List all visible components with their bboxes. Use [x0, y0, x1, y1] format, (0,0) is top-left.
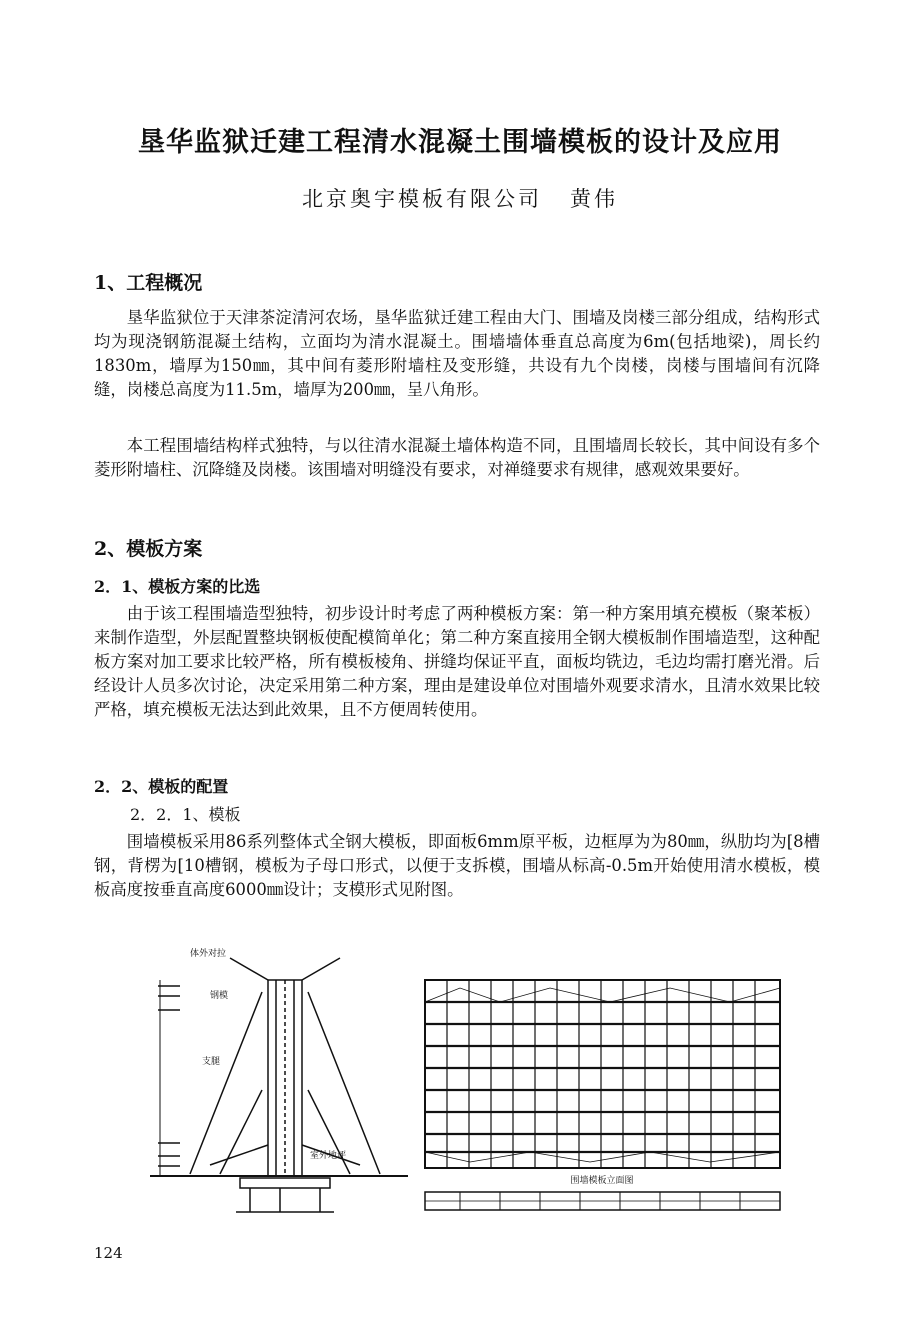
document-title: 垦华监狱迁建工程清水混凝土围墙模板的设计及应用 [138, 127, 782, 158]
formwork-figure [150, 940, 800, 1225]
elevation-caption: 围墙模板立面图 [570, 1176, 634, 1186]
elevation-grid-horizontals [425, 1002, 780, 1152]
section-heading-formwork-plan: 2、模板方案 [94, 538, 203, 560]
paragraph-formwork: 围墙模板采用86系列整体式全钢大模板，即面板6mm原平板，边框厚为为80㎜，纵肋均为[8槽钢，背楞为[10槽钢，模板为子母口形式，以便于支拆模，围墙从标高-0.5m开始使用清水模板，模板高度按垂直高度6000㎜设计；支模形式见附图。 [94, 832, 820, 899]
label-tie-rod: 体外对拉 [190, 949, 227, 959]
section-heading-overview: 1、工程概况 [94, 272, 203, 294]
paragraph-overview-2: 本工程围墙结构样式独特，与以往清水混凝土墙体构造不同，且围墙周长较长，其中间设有多个菱形附墙柱、沉降缝及岗楼。该围墙对明缝没有要求，对禅缝要求有规律，感观效果要好。 [94, 436, 820, 479]
company-name: 北京奥宇模板有限公司 [302, 187, 542, 211]
subsubsection-heading-formwork: 2．2．1、模板 [130, 805, 241, 824]
paragraph-comparison: 由于该工程围墙造型独特，初步设计时考虑了两种模板方案：第一种方案用填充模板（聚苯板）来制作造型，外层配置整块钢板使配模简单化；第二种方案直接用全钢大模板制作围墙造型，这种配板方案对加工要求比较严格，所有模板棱角、拼缝均保证平直，面板均铣边，毛边均需打磨光滑。后经设计人员多次讨论，决定采用第二种方案，理由是建设单位对围墙外观要求清水，且清水效果比较严格，填充模板无法达到此效果，且不方便周转使用。 [94, 604, 820, 719]
elevation-grid-verticals [447, 980, 755, 1168]
byline [0, 183, 920, 213]
wall-section-drawing [150, 958, 408, 1212]
subsection-heading-comparison: 2．1、模板方案的比选 [94, 577, 261, 596]
label-ground-level: 室外地坪 [310, 1151, 347, 1161]
paragraph-overview-1: 垦华监狱位于天津茶淀清河农场，垦华监狱迁建工程由大门、围墙及岗楼三部分组成，结构形式均为现浇钢筋混凝土结构，立面均为清水混凝土。围墙墙体垂直总高度为6m(包括地梁)，周长约1830m，墙厚为150㎜，其中间有菱形附墙柱及变形缝，共设有九个岗楼，岗楼与围墙间有沉降缝，岗楼总高度为11.5m，墙厚为200㎜，呈八角形。 [94, 308, 820, 399]
page-number: 124 [94, 1244, 123, 1262]
author-name: 黄伟 [570, 187, 618, 211]
subsection-heading-configuration: 2．2、模板的配置 [94, 777, 229, 796]
label-support-leg: 支腿 [202, 1057, 221, 1067]
label-steel-form: 钢模 [210, 991, 229, 1001]
